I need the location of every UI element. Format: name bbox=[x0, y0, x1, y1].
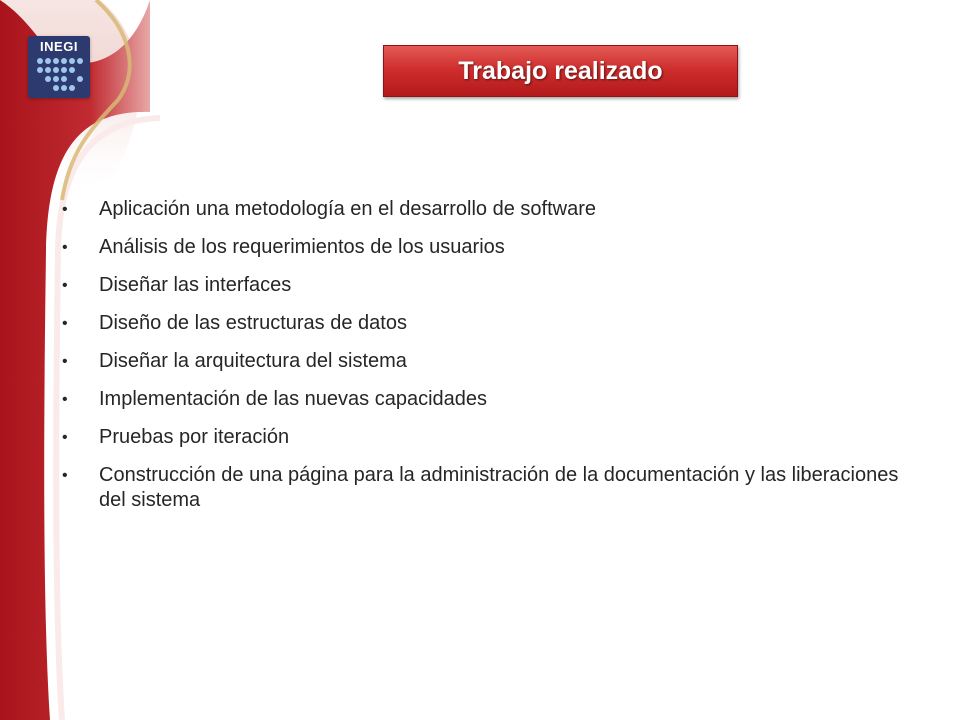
bullet-text: Implementación de las nuevas capacidades bbox=[99, 388, 488, 410]
bullet-text: Diseñar la arquitectura del sistema bbox=[99, 350, 407, 372]
bullet-item bbox=[62, 235, 912, 260]
bullet-dot-icon: • bbox=[62, 353, 68, 370]
bullet-item bbox=[62, 463, 912, 513]
bullet-item bbox=[62, 387, 912, 412]
slide-title: Trabajo realizado bbox=[458, 56, 663, 85]
bullet-item bbox=[62, 425, 912, 450]
bullet-dot-icon: • bbox=[62, 391, 68, 408]
bullet-item bbox=[62, 273, 912, 298]
inegi-logo bbox=[28, 36, 90, 98]
bullet-text: Aplicación una metodología en el desarrollo de software bbox=[99, 198, 596, 220]
bullet-text: Pruebas por iteración bbox=[99, 426, 290, 448]
bullet-dot-icon: • bbox=[62, 467, 68, 484]
bullet-text: Diseño de las estructuras de datos bbox=[99, 312, 407, 334]
bullet-dot-icon: • bbox=[62, 239, 68, 256]
bullet-dot-icon: • bbox=[62, 277, 68, 294]
title-banner bbox=[383, 45, 738, 97]
bullet-list bbox=[62, 197, 912, 526]
bullet-text: Construcción de una página para la administración de la documentación y las liberaciones del sistema bbox=[99, 464, 899, 511]
bullet-text: Análisis de los requerimientos de los usuarios bbox=[99, 236, 505, 258]
bullet-item bbox=[62, 311, 912, 336]
bullet-item bbox=[62, 197, 912, 222]
bullet-dot-icon: • bbox=[62, 201, 68, 218]
bullet-item bbox=[62, 349, 912, 374]
bullet-dot-icon: • bbox=[62, 315, 68, 332]
logo-dots-icon bbox=[34, 56, 84, 94]
bullet-dot-icon: • bbox=[62, 429, 68, 446]
bullet-text: Diseñar las interfaces bbox=[99, 274, 292, 296]
logo-text: INEGI bbox=[40, 39, 78, 54]
